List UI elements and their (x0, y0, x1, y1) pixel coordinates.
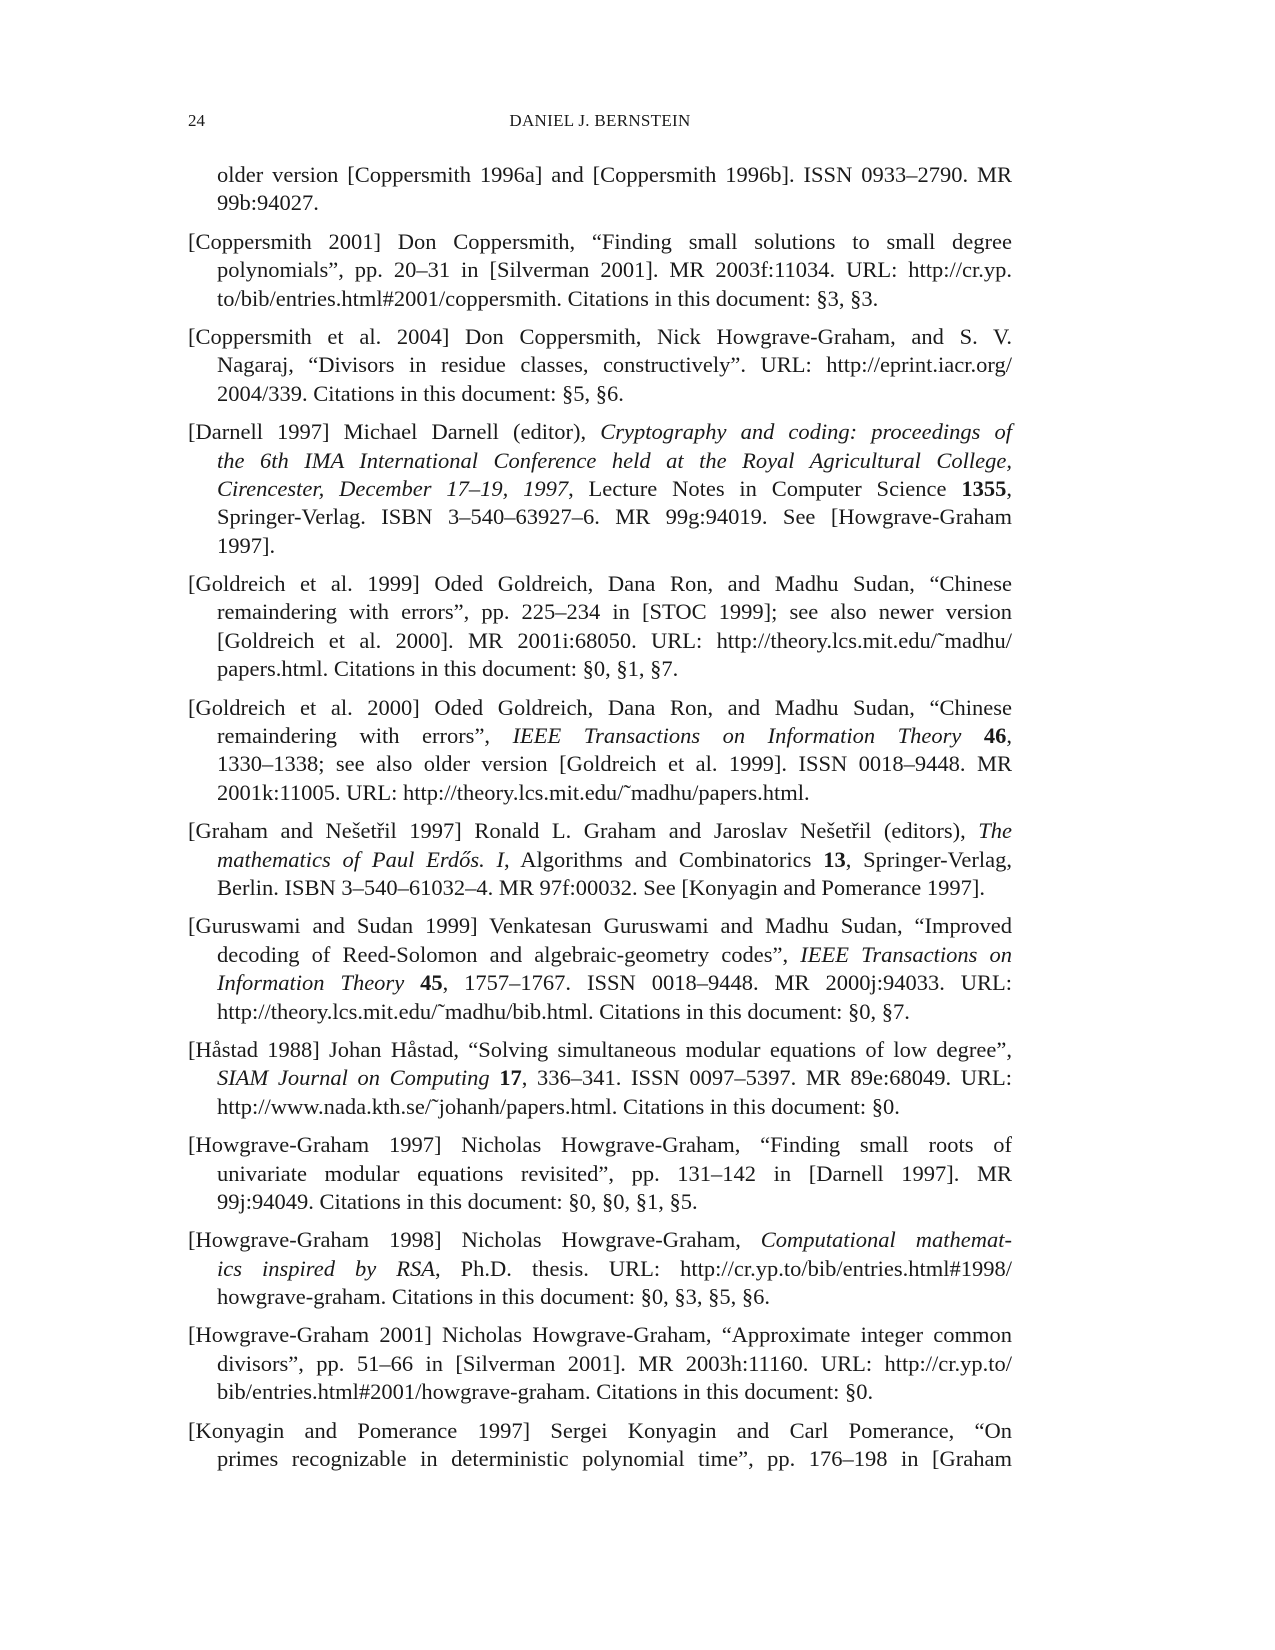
bib-line (188, 475, 1012, 503)
text-segment: Springer-Verlag. ISBN 3–540–63927–6. MR 99g:94019. See [Howgrave-Graham (217, 504, 1012, 530)
bib-entry (188, 817, 1012, 902)
text-segment: , 1757–1767. ISSN 0018–9448. MR 2000j:94033. URL: (442, 970, 1013, 996)
bib-line (188, 380, 1012, 408)
bib-line (188, 846, 1012, 874)
text-segment: [Håstad 1988] Johan Håstad, “Solving simultaneous modular equations of low degree”, (188, 1036, 1012, 1062)
text-segment: 2004/339. Citations in this document: §5, §6. (217, 380, 624, 406)
text-segment: , Ph.D. thesis. URL: http://cr.yp.to/bib/entries.html#1998/ (435, 1255, 1013, 1281)
bib-line (188, 598, 1012, 626)
italic-text: IEEE Transactions on (800, 941, 1012, 967)
bib-line (188, 912, 1012, 940)
italic-text: The (978, 818, 1012, 844)
text-segment: [Konyagin and Pomerance 1997] Sergei Konyagin and Carl Pomerance, “On (188, 1417, 1012, 1443)
bib-line (188, 722, 1012, 750)
italic-text: mathematics of Paul Erdős. I (217, 846, 505, 872)
text-segment: [Goldreich et al. 2000]. MR 2001i:68050. URL: http://theory.lcs.mit.edu/˜madhu/ (217, 627, 1012, 653)
bib-entry (188, 570, 1012, 684)
text-segment: , Lecture Notes in Computer Science (568, 475, 962, 501)
bold-volume: 46 (983, 723, 1007, 749)
text-segment: [Howgrave-Graham 1998] Nicholas Howgrave-Graham, (188, 1227, 761, 1253)
text-segment (961, 723, 984, 748)
bib-line (188, 1160, 1012, 1188)
bib-line (188, 418, 1012, 446)
text-segment: bib/entries.html#2001/howgrave-graham. Citations in this document: §0. (217, 1379, 874, 1405)
bib-line (188, 941, 1012, 969)
italic-text: Cryptography and coding: proceedings of (600, 419, 1012, 445)
text-segment: [Howgrave-Graham 2001] Nicholas Howgrave-Graham, “Approximate integer common (188, 1322, 1012, 1348)
italic-text: SIAM Journal on Computing (217, 1065, 490, 1091)
bib-line (188, 969, 1012, 997)
bib-line (188, 627, 1012, 655)
bib-line (188, 817, 1012, 845)
italic-text: the 6th IMA International Conference held at the Royal Agricultural College, (217, 447, 1012, 473)
text-segment: 1330–1338; see also older version [Goldreich et al. 1999]. ISSN 0018–9448. MR (217, 751, 1012, 777)
text-segment: to/bib/entries.html#2001/coppersmith. Citations in this document: §3, §3. (217, 285, 879, 311)
text-segment (490, 1065, 500, 1090)
text-segment: , (1006, 475, 1012, 501)
bold-volume: 13 (823, 846, 846, 872)
text-segment: [Coppersmith 2001] Don Coppersmith, “Finding small solutions to small degree (188, 228, 1012, 254)
bib-line (188, 1226, 1012, 1254)
text-segment: remaindering with errors”, (217, 723, 513, 749)
bib-line (188, 1321, 1012, 1349)
bib-line (188, 1188, 1012, 1216)
italic-text: ics inspired by RSA (217, 1255, 435, 1281)
bib-line (188, 1283, 1012, 1311)
bib-line (188, 1378, 1012, 1406)
bib-line (188, 874, 1012, 902)
text-segment: [Goldreich et al. 1999] Oded Goldreich, Dana Ron, and Madhu Sudan, “Chinese (188, 571, 1012, 597)
italic-text: IEEE Transactions on Information Theory (512, 723, 962, 749)
bib-entry (188, 1321, 1012, 1406)
bib-line (188, 532, 1012, 560)
bold-volume: 45 (420, 970, 443, 996)
running-head (188, 111, 1012, 137)
text-segment: papers.html. Citations in this document: §0, §1, §7. (217, 656, 679, 682)
bibliography-list (188, 161, 1012, 1483)
bold-volume: 17 (499, 1065, 522, 1091)
bib-line (188, 1350, 1012, 1378)
text-segment: polynomials”, pp. 20–31 in [Silverman 2001]. MR 2003f:11034. URL: http://cr.yp. (217, 257, 1012, 283)
bib-line (188, 1255, 1012, 1283)
text-segment: , 336–341. ISSN 0097–5397. MR 89e:68049. URL: (521, 1065, 1012, 1091)
bib-line (188, 503, 1012, 531)
bib-line (188, 779, 1012, 807)
text-segment: 2001k:11005. URL: http://theory.lcs.mit.edu/˜madhu/papers.html. (217, 779, 810, 805)
text-segment: 99b:94027. (217, 190, 319, 216)
text-segment: [Graham and Nešetřil 1997] Ronald L. Graham and Jaroslav Nešetřil (editors), (188, 818, 979, 844)
bib-line (188, 998, 1012, 1026)
bib-line (188, 1445, 1012, 1473)
bib-line (188, 570, 1012, 598)
bib-line (188, 1417, 1012, 1445)
text-segment: older version [Coppersmith 1996a] and [Coppersmith 1996b]. ISSN 0933–2790. MR (217, 162, 1012, 187)
bib-line (188, 1064, 1012, 1092)
text-segment: , Algorithms and Combinatorics (504, 846, 824, 872)
text-segment: decoding of Reed-Solomon and algebraic-geometry codes”, (217, 941, 801, 967)
bib-entry (188, 694, 1012, 808)
text-segment: [Guruswami and Sudan 1999] Venkatesan Guruswami and Madhu Sudan, “Improved (188, 913, 1012, 939)
bib-line (188, 1093, 1012, 1121)
bib-line (188, 447, 1012, 475)
bib-entry (188, 912, 1012, 1026)
text-segment: , Springer-Verlag, (845, 846, 1013, 872)
bib-entry (188, 1131, 1012, 1216)
bib-line (188, 189, 1012, 217)
bib-line (188, 323, 1012, 351)
bib-entry (188, 1036, 1012, 1121)
text-segment: , (1006, 723, 1012, 749)
bib-entry (188, 418, 1012, 560)
running-title: DANIEL J. BERNSTEIN (509, 111, 691, 130)
text-segment: 1997]. (217, 532, 276, 558)
bib-line (188, 161, 1012, 189)
bib-entry (188, 1417, 1012, 1474)
text-segment: 99j:94049. Citations in this document: §0, §0, §1, §5. (217, 1188, 698, 1214)
text-segment: http://theory.lcs.mit.edu/˜madhu/bib.html. Citations in this document: §0, §7. (217, 998, 910, 1024)
bold-volume: 1355 (961, 475, 1007, 501)
bib-line (188, 750, 1012, 778)
text-segment: http://www.nada.kth.se/˜johanh/papers.html. Citations in this document: §0. (217, 1093, 900, 1119)
text-segment: remaindering with errors”, pp. 225–234 in [STOC 1999]; see also newer version (217, 599, 1012, 625)
italic-text: Cirencester, December 17–19, 1997 (217, 475, 569, 501)
italic-text: Information Theory (217, 970, 405, 996)
text-segment (404, 970, 420, 995)
bib-line (188, 256, 1012, 284)
bib-line (188, 1131, 1012, 1159)
text-segment: univariate modular equations revisited”, pp. 131–142 in [Darnell 1997]. MR (217, 1160, 1012, 1186)
text-segment: howgrave-graham. Citations in this document: §0, §3, §5, §6. (217, 1284, 771, 1310)
bib-line (188, 694, 1012, 722)
page-number: 24 (188, 111, 205, 130)
text-segment: [Darnell 1997] Michael Darnell (editor), (188, 419, 601, 445)
italic-text: Computational mathemat- (760, 1227, 1012, 1253)
bib-entry (188, 323, 1012, 408)
text-segment: primes recognizable in deterministic polynomial time”, pp. 176–198 in [Graham (217, 1446, 1012, 1472)
bib-line (188, 655, 1012, 683)
bib-line (188, 351, 1012, 379)
bib-line (188, 1036, 1012, 1064)
text-segment: Berlin. ISBN 3–540–61032–4. MR 97f:00032. See [Konyagin and Pomerance 1997]. (217, 874, 986, 900)
text-segment: [Goldreich et al. 2000] Oded Goldreich, Dana Ron, and Madhu Sudan, “Chinese (188, 694, 1012, 720)
bib-line (188, 228, 1012, 256)
text-segment: [Howgrave-Graham 1997] Nicholas Howgrave-Graham, “Finding small roots of (188, 1132, 1012, 1158)
bib-entry (188, 228, 1012, 313)
bib-line (188, 285, 1012, 313)
text-segment: [Coppersmith et al. 2004] Don Coppersmith, Nick Howgrave-Graham, and S. V. (188, 323, 1012, 349)
bib-entry (188, 1226, 1012, 1311)
text-segment: Nagaraj, “Divisors in residue classes, constructively”. URL: http://eprint.iacr.org/ (217, 352, 1012, 378)
bib-entry-continuation (188, 161, 1012, 218)
text-segment: divisors”, pp. 51–66 in [Silverman 2001]. MR 2003h:11160. URL: http://cr.yp.to/ (217, 1350, 1012, 1376)
